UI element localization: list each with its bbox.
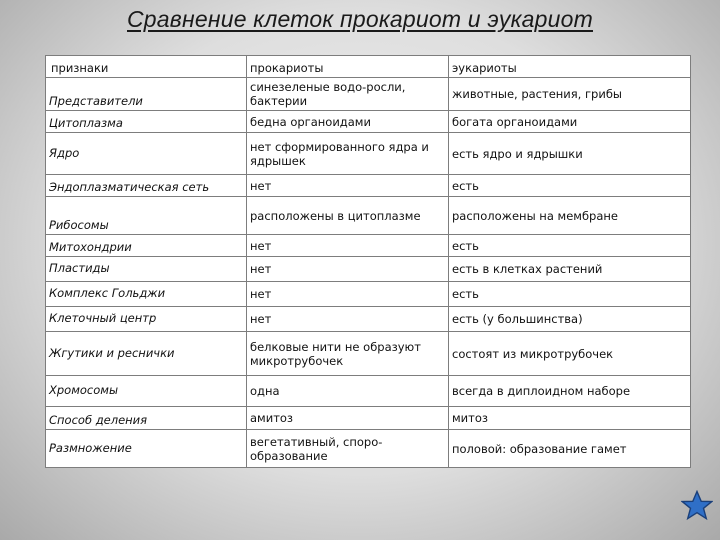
header-cell: прокариоты [247,56,449,78]
table-cell: Митохондрии [46,235,247,257]
table-cell: Способ деления [46,407,247,430]
table-row [46,282,691,307]
table-cell: бедна органоидами [247,111,449,133]
table-cell: нет [247,235,449,257]
table-cell: Эндоплазматическая сеть [46,175,247,197]
table-row [46,257,691,282]
table-cell: Хромосомы [46,376,247,407]
slide-title-text: Сравнение клеток прокариот и эукариот [127,6,593,32]
header-cell: признаки [46,56,247,78]
table-cell: Ядро [46,133,247,175]
table-header-row [46,56,691,78]
table-cell: всегда в диплоидном наборе [449,376,691,407]
table-cell: митоз [449,407,691,430]
table-cell: половой: образование гамет [449,430,691,468]
table-cell: есть [449,282,691,307]
header-cell: эукариоты [449,56,691,78]
star-icon [681,490,713,522]
table-cell: нет [247,257,449,282]
table-cell: богата органоидами [449,111,691,133]
table-row [46,235,691,257]
table-cell: Пластиды [46,257,247,282]
slide-title [0,6,720,33]
table-row [46,111,691,133]
table-cell: нет [247,282,449,307]
table-cell: Комплекс Гольджи [46,282,247,307]
table-row [46,78,691,111]
table-row [46,133,691,175]
table-cell: есть [449,175,691,197]
table-cell: есть ядро и ядрышки [449,133,691,175]
table-cell: животные, растения, грибы [449,78,691,111]
table-row [46,430,691,468]
table-cell: есть в клетках растений [449,257,691,282]
table-cell: нет [247,307,449,332]
table-cell: Размножение [46,430,247,468]
table-row [46,307,691,332]
table-cell: белковые нити не образуют микротрубочек [247,332,449,376]
table-cell: состоят из микротрубочек [449,332,691,376]
table-cell: есть (у большинства) [449,307,691,332]
table-cell: вегетативный, споро-образование [247,430,449,468]
table-cell: Жгутики и реснички [46,332,247,376]
table-cell: Цитоплазма [46,111,247,133]
table-cell: нет [247,175,449,197]
table-cell: Клеточный центр [46,307,247,332]
table-row [46,407,691,430]
table-cell: нет сформированного ядра и ядрышек [247,133,449,175]
star-nav-button[interactable] [681,490,713,522]
table-cell: одна [247,376,449,407]
table-cell: Представители [46,78,247,111]
table-cell: амитоз [247,407,449,430]
table-row [46,332,691,376]
table-cell: расположены в цитоплазме [247,197,449,235]
table-cell: расположены на мембране [449,197,691,235]
comparison-table [45,55,691,468]
table-cell: есть [449,235,691,257]
table-cell: Рибосомы [46,197,247,235]
table-row [46,175,691,197]
table-row [46,197,691,235]
table-cell: синезеленые водо-росли, бактерии [247,78,449,111]
table-row [46,376,691,407]
